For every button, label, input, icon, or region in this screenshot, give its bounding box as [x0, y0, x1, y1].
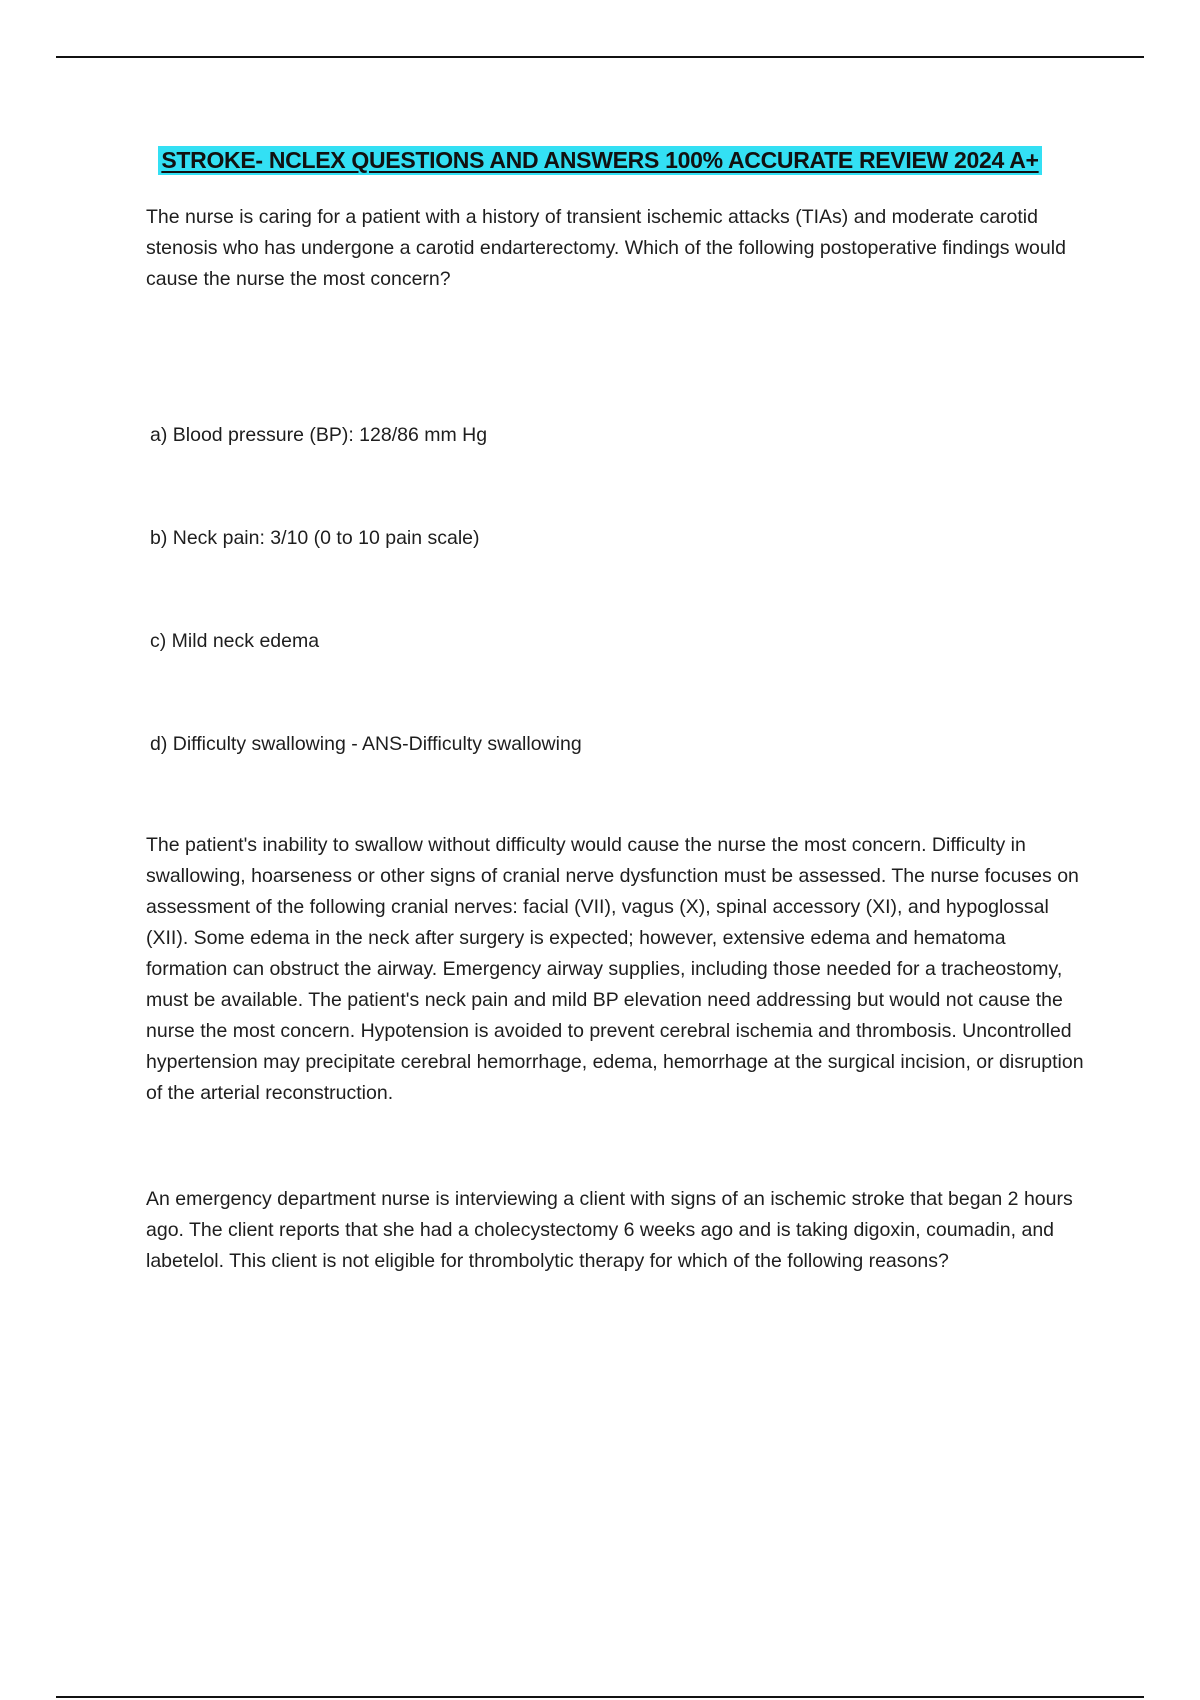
title-container — [0, 146, 1200, 175]
top-rule — [56, 56, 1144, 58]
question-2-stem: An emergency department nurse is interviewing a client with signs of an ischemic stroke that began 2 hours ago. The client reports that she had a cholecystectomy 6 weeks ago and is taking digoxin, coumadin, and labetelol. This client is not eligible for thrombolytic therapy for which of the following reasons? — [146, 1188, 1073, 1272]
bottom-rule — [56, 1696, 1144, 1698]
document-title: STROKE- NCLEX QUESTIONS AND ANSWERS 100% ACCURATE REVIEW 2024 A+ — [158, 146, 1041, 175]
question-1-option-a: a) Blood pressure (BP): 128/86 mm Hg — [150, 424, 488, 446]
question-1-explanation: The patient's inability to swallow without difficulty would cause the nurse the most concern. Difficulty in swallowing, hoarseness or other signs of cranial nerve dysfunction must be assessed. The nurse focuses on assessment of the following cranial nerves: facial (VII), vagus (X), spinal accessory (XI), and hypoglossal (XII). Some edema in the neck after surgery is expected; however, extensive edema and hematoma formation can obstruct the airway. Emergency airway supplies, including those needed for a tracheostomy, must be available. The patient's neck pain and mild BP elevation need addressing but would not cause the nurse the most concern. Hypotension is avoided to prevent cerebral ischemia and thrombosis. Uncontrolled hypertension may precipitate cerebral hemorrhage, edema, hemorrhage at the surgical incision, or disruption of the arterial reconstruction. — [146, 834, 1084, 1104]
question-1-stem: The nurse is caring for a patient with a history of transient ischemic attacks (TIAs) and moderate carotid stenosis who has undergone a carotid endarterectomy. Which of the following postoperative findings would cause the nurse the most concern? — [146, 206, 1066, 290]
question-1-option-b: b) Neck pain: 3/10 (0 to 10 pain scale) — [150, 527, 480, 549]
question-1-option-c: c) Mild neck edema — [150, 630, 320, 652]
question-1-option-d: d) Difficulty swallowing - ANS-Difficulty swallowing — [150, 733, 582, 755]
